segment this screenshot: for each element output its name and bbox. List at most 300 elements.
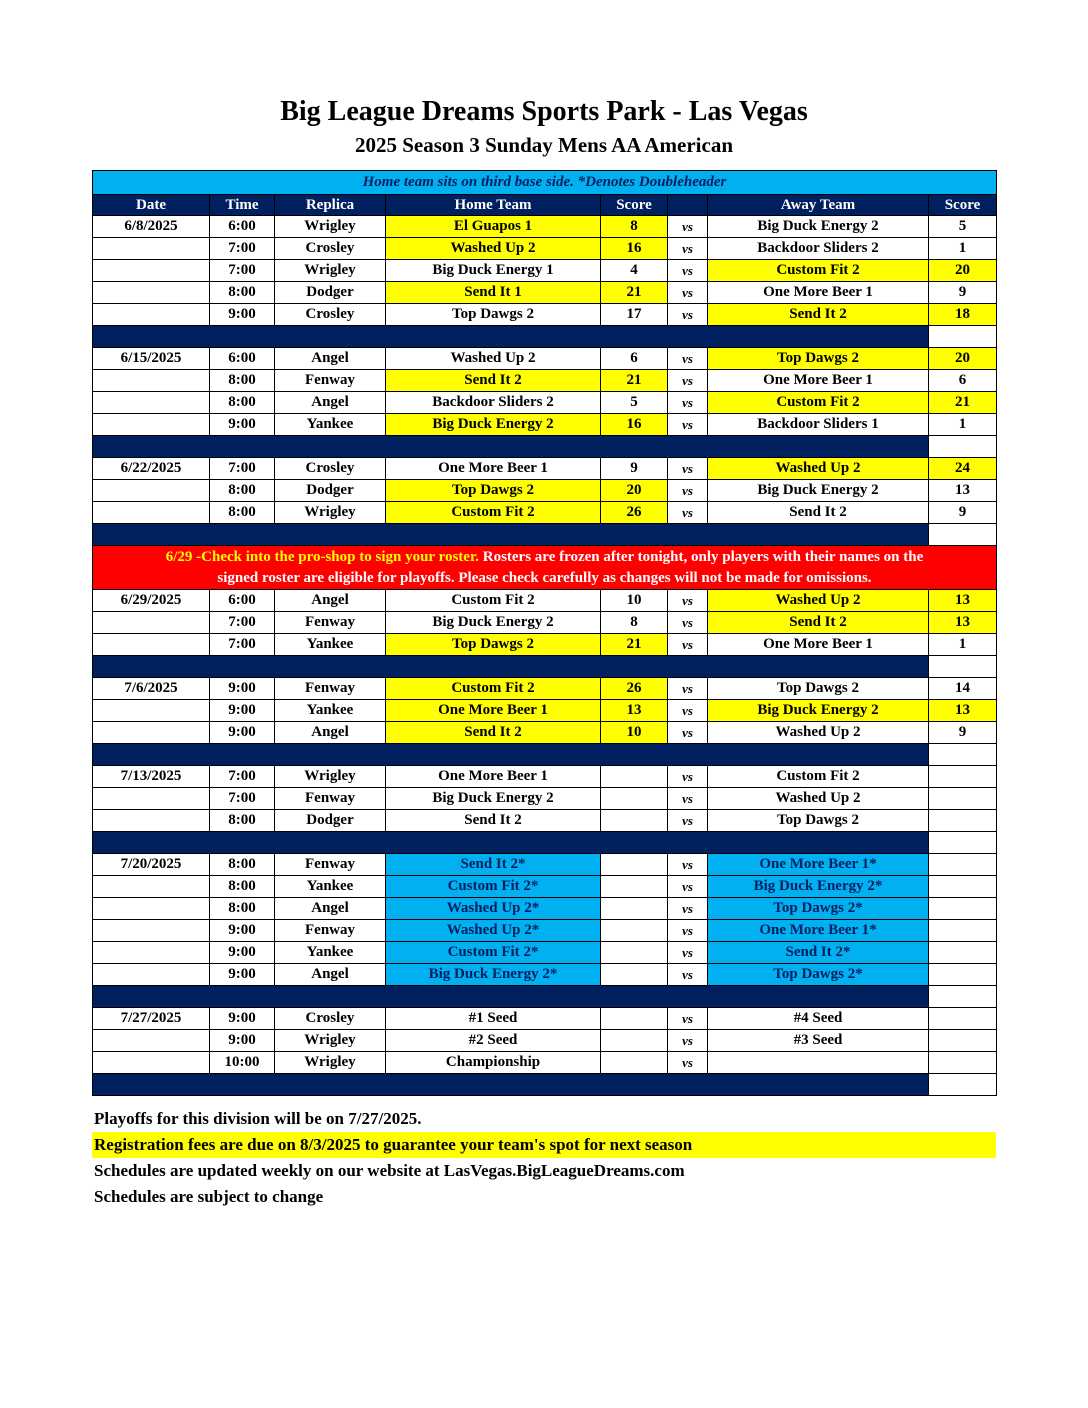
away-team-cell: Custom Fit 2	[708, 766, 929, 788]
game-date-cell	[93, 1030, 210, 1052]
game-row	[93, 502, 997, 524]
home-score-cell	[601, 876, 668, 898]
separator-end-cell	[929, 326, 997, 348]
game-time-cell: 8:00	[210, 392, 275, 414]
vs-cell: vs	[668, 876, 708, 898]
game-time-cell: 8:00	[210, 810, 275, 832]
vs-cell: vs	[668, 216, 708, 238]
home-team-cell: Washed Up 2	[386, 348, 601, 370]
vs-cell: vs	[668, 590, 708, 612]
vs-cell: vs	[668, 370, 708, 392]
game-replica-cell: Angel	[275, 348, 386, 370]
game-replica-cell: Fenway	[275, 854, 386, 876]
away-score-cell: 13	[929, 590, 997, 612]
home-score-cell	[601, 788, 668, 810]
home-score-cell: 16	[601, 238, 668, 260]
home-team-cell: Top Dawgs 2	[386, 480, 601, 502]
game-time-cell: 7:00	[210, 766, 275, 788]
home-score-cell: 21	[601, 282, 668, 304]
game-row	[93, 1030, 997, 1052]
footer-notes	[92, 1106, 996, 1210]
roster-notice	[93, 546, 997, 590]
schedule-body	[93, 216, 997, 1096]
away-team-cell: Washed Up 2	[708, 458, 929, 480]
game-replica-cell: Angel	[275, 392, 386, 414]
separator-end-cell	[929, 656, 997, 678]
separator-row	[93, 326, 997, 348]
home-team-cell: Big Duck Energy 2	[386, 414, 601, 436]
away-team-cell: One More Beer 1*	[708, 920, 929, 942]
away-score-cell	[929, 920, 997, 942]
away-score-cell: 5	[929, 216, 997, 238]
away-score-cell: 20	[929, 348, 997, 370]
game-replica-cell: Fenway	[275, 788, 386, 810]
registration-fees-note: Registration fees are due on 8/3/2025 to guarantee your team's spot for next season	[92, 1132, 996, 1158]
game-replica-cell: Angel	[275, 590, 386, 612]
away-team-cell: Top Dawgs 2*	[708, 898, 929, 920]
game-row	[93, 238, 997, 260]
game-time-cell: 7:00	[210, 260, 275, 282]
away-team-cell: Big Duck Energy 2	[708, 480, 929, 502]
vs-cell: vs	[668, 1008, 708, 1030]
away-team-cell: Washed Up 2	[708, 788, 929, 810]
game-replica-cell: Yankee	[275, 414, 386, 436]
away-score-cell: 9	[929, 722, 997, 744]
separator-bar	[93, 656, 929, 678]
header-time: Time	[210, 195, 275, 216]
game-replica-cell: Fenway	[275, 920, 386, 942]
vs-cell: vs	[668, 260, 708, 282]
home-score-cell: 10	[601, 590, 668, 612]
away-team-cell: One More Beer 1*	[708, 854, 929, 876]
vs-cell: vs	[668, 700, 708, 722]
separator-end-cell	[929, 832, 997, 854]
game-date-cell	[93, 964, 210, 986]
home-team-cell: One More Beer 1	[386, 766, 601, 788]
vs-cell: vs	[668, 920, 708, 942]
game-date-cell	[93, 876, 210, 898]
page-title: Big League Dreams Sports Park - Las Vegas	[280, 96, 808, 127]
website-note: Schedules are updated weekly on our website at LasVegas.BigLeagueDreams.com	[94, 1161, 685, 1180]
game-row	[93, 590, 997, 612]
game-time-cell: 7:00	[210, 634, 275, 656]
game-time-cell: 9:00	[210, 942, 275, 964]
game-row	[93, 810, 997, 832]
game-time-cell: 8:00	[210, 282, 275, 304]
home-score-cell: 9	[601, 458, 668, 480]
home-score-cell	[601, 964, 668, 986]
game-row	[93, 392, 997, 414]
away-team-cell: #4 Seed	[708, 1008, 929, 1030]
header-away-team: Away Team	[708, 195, 929, 216]
game-row	[93, 1052, 997, 1074]
game-time-cell: 9:00	[210, 414, 275, 436]
away-score-cell	[929, 964, 997, 986]
header-vs	[668, 195, 708, 216]
game-replica-cell: Angel	[275, 964, 386, 986]
home-team-cell: One More Beer 1	[386, 700, 601, 722]
game-date-cell: 7/20/2025	[93, 854, 210, 876]
away-score-cell: 9	[929, 282, 997, 304]
game-date-cell: 6/15/2025	[93, 348, 210, 370]
separator-row	[93, 1074, 997, 1096]
vs-cell: vs	[668, 678, 708, 700]
away-score-cell: 1	[929, 634, 997, 656]
game-time-cell: 8:00	[210, 876, 275, 898]
vs-cell: vs	[668, 282, 708, 304]
away-team-cell: #3 Seed	[708, 1030, 929, 1052]
separator-bar	[93, 436, 929, 458]
home-team-cell: Custom Fit 2*	[386, 876, 601, 898]
vs-cell: vs	[668, 964, 708, 986]
subject-to-change-note: Schedules are subject to change	[94, 1187, 324, 1206]
game-row	[93, 414, 997, 436]
game-replica-cell: Yankee	[275, 700, 386, 722]
game-date-cell	[93, 810, 210, 832]
vs-cell: vs	[668, 502, 708, 524]
away-score-cell: 6	[929, 370, 997, 392]
game-row	[93, 766, 997, 788]
away-score-cell: 13	[929, 700, 997, 722]
game-row	[93, 700, 997, 722]
game-row	[93, 480, 997, 502]
game-row	[93, 678, 997, 700]
playoffs-note: Playoffs for this division will be on 7/27/2025.	[94, 1109, 422, 1128]
game-date-cell	[93, 282, 210, 304]
game-date-cell	[93, 392, 210, 414]
away-score-cell	[929, 1008, 997, 1030]
away-team-cell: Top Dawgs 2*	[708, 964, 929, 986]
game-date-cell	[93, 700, 210, 722]
game-time-cell: 6:00	[210, 348, 275, 370]
away-team-cell: Big Duck Energy 2	[708, 700, 929, 722]
vs-cell: vs	[668, 722, 708, 744]
game-replica-cell: Dodger	[275, 480, 386, 502]
separator-row	[93, 656, 997, 678]
away-team-cell: Custom Fit 2	[708, 392, 929, 414]
home-score-cell: 13	[601, 700, 668, 722]
game-replica-cell: Crosley	[275, 238, 386, 260]
page-subtitle: 2025 Season 3 Sunday Mens AA American	[354, 133, 734, 157]
home-score-cell: 21	[601, 370, 668, 392]
home-score-cell: 6	[601, 348, 668, 370]
game-row	[93, 458, 997, 480]
away-score-cell	[929, 788, 997, 810]
header-replica: Replica	[275, 195, 386, 216]
home-team-note: Home team sits on third base side. *Denotes Doubleheader	[93, 171, 997, 195]
vs-cell: vs	[668, 612, 708, 634]
home-score-cell: 10	[601, 722, 668, 744]
game-date-cell: 6/29/2025	[93, 590, 210, 612]
game-replica-cell: Wrigley	[275, 1030, 386, 1052]
game-date-cell	[93, 304, 210, 326]
away-score-cell: 21	[929, 392, 997, 414]
game-time-cell: 9:00	[210, 964, 275, 986]
roster-notice-highlight: 6/29 -Check into the pro-shop to sign your roster.	[165, 548, 479, 565]
separator-row	[93, 436, 997, 458]
away-team-cell: Backdoor Sliders 1	[708, 414, 929, 436]
game-row	[93, 854, 997, 876]
separator-bar	[93, 832, 929, 854]
game-row	[93, 1008, 997, 1030]
away-score-cell: 1	[929, 238, 997, 260]
game-row	[93, 370, 997, 392]
away-team-cell: Send It 2*	[708, 942, 929, 964]
away-team-cell: Send It 2	[708, 612, 929, 634]
away-team-cell: Big Duck Energy 2	[708, 216, 929, 238]
game-row	[93, 920, 997, 942]
game-replica-cell: Fenway	[275, 612, 386, 634]
game-replica-cell: Angel	[275, 898, 386, 920]
vs-cell: vs	[668, 854, 708, 876]
game-time-cell: 6:00	[210, 590, 275, 612]
away-team-cell: Backdoor Sliders 2	[708, 238, 929, 260]
game-row	[93, 634, 997, 656]
vs-cell: vs	[668, 1030, 708, 1052]
away-team-cell: Big Duck Energy 2*	[708, 876, 929, 898]
game-row	[93, 282, 997, 304]
away-team-cell: Custom Fit 2	[708, 260, 929, 282]
home-team-cell: Custom Fit 2*	[386, 942, 601, 964]
away-team-cell: Washed Up 2	[708, 722, 929, 744]
home-score-cell: 21	[601, 634, 668, 656]
home-team-cell: Top Dawgs 2	[386, 634, 601, 656]
separator-row	[93, 524, 997, 546]
home-team-cell: Washed Up 2	[386, 238, 601, 260]
away-team-cell: Top Dawgs 2	[708, 348, 929, 370]
game-row	[93, 304, 997, 326]
home-team-cell: Top Dawgs 2	[386, 304, 601, 326]
home-score-cell: 17	[601, 304, 668, 326]
home-score-cell	[601, 1030, 668, 1052]
away-score-cell	[929, 1052, 997, 1074]
separator-bar	[93, 1074, 929, 1096]
home-team-cell: #1 Seed	[386, 1008, 601, 1030]
away-score-cell	[929, 854, 997, 876]
game-time-cell: 9:00	[210, 920, 275, 942]
header-date: Date	[93, 195, 210, 216]
game-time-cell: 8:00	[210, 370, 275, 392]
game-date-cell	[93, 414, 210, 436]
vs-cell: vs	[668, 898, 708, 920]
game-replica-cell: Dodger	[275, 810, 386, 832]
game-replica-cell: Wrigley	[275, 766, 386, 788]
home-score-cell: 26	[601, 502, 668, 524]
game-replica-cell: Angel	[275, 722, 386, 744]
separator-end-cell	[929, 986, 997, 1008]
away-team-cell: Send It 2	[708, 502, 929, 524]
game-time-cell: 8:00	[210, 502, 275, 524]
separator-end-cell	[929, 744, 997, 766]
home-team-cell: Big Duck Energy 2	[386, 788, 601, 810]
game-time-cell: 8:00	[210, 480, 275, 502]
home-team-cell: Washed Up 2*	[386, 920, 601, 942]
away-score-cell: 13	[929, 612, 997, 634]
header-home-team: Home Team	[386, 195, 601, 216]
away-team-cell: One More Beer 1	[708, 282, 929, 304]
game-replica-cell: Wrigley	[275, 260, 386, 282]
home-team-cell: Send It 2*	[386, 854, 601, 876]
home-team-cell: Big Duck Energy 2	[386, 612, 601, 634]
home-team-cell: Send It 2	[386, 722, 601, 744]
game-date-cell	[93, 920, 210, 942]
vs-cell: vs	[668, 238, 708, 260]
home-team-cell: One More Beer 1	[386, 458, 601, 480]
away-score-cell	[929, 942, 997, 964]
game-replica-cell: Yankee	[275, 942, 386, 964]
home-score-cell: 8	[601, 612, 668, 634]
away-score-cell: 13	[929, 480, 997, 502]
vs-cell: vs	[668, 766, 708, 788]
table-header-row	[93, 195, 997, 216]
game-date-cell	[93, 238, 210, 260]
away-score-cell: 18	[929, 304, 997, 326]
roster-notice-line1: Rosters are frozen after tonight, only players with their names on the	[478, 548, 924, 565]
away-score-cell	[929, 1030, 997, 1052]
game-row	[93, 898, 997, 920]
vs-cell: vs	[668, 392, 708, 414]
home-score-cell	[601, 810, 668, 832]
game-replica-cell: Crosley	[275, 304, 386, 326]
game-row	[93, 260, 997, 282]
game-date-cell: 6/22/2025	[93, 458, 210, 480]
home-team-cell: Send It 2	[386, 370, 601, 392]
separator-bar	[93, 986, 929, 1008]
game-row	[93, 876, 997, 898]
away-team-cell	[708, 1052, 929, 1074]
away-score-cell	[929, 876, 997, 898]
vs-cell: vs	[668, 414, 708, 436]
away-score-cell: 9	[929, 502, 997, 524]
game-time-cell: 7:00	[210, 612, 275, 634]
home-team-cell: Custom Fit 2	[386, 590, 601, 612]
game-date-cell	[93, 1052, 210, 1074]
header-home-score: Score	[601, 195, 668, 216]
away-team-cell: Top Dawgs 2	[708, 810, 929, 832]
game-row	[93, 722, 997, 744]
away-team-cell: One More Beer 1	[708, 634, 929, 656]
game-date-cell	[93, 722, 210, 744]
home-team-cell: Championship	[386, 1052, 601, 1074]
home-score-cell: 16	[601, 414, 668, 436]
separator-row	[93, 986, 997, 1008]
game-time-cell: 8:00	[210, 898, 275, 920]
game-date-cell: 7/6/2025	[93, 678, 210, 700]
home-score-cell: 5	[601, 392, 668, 414]
home-score-cell	[601, 942, 668, 964]
vs-cell: vs	[668, 1052, 708, 1074]
game-replica-cell: Crosley	[275, 458, 386, 480]
separator-bar	[93, 524, 929, 546]
home-team-cell: Custom Fit 2	[386, 502, 601, 524]
game-date-cell	[93, 788, 210, 810]
game-time-cell: 9:00	[210, 700, 275, 722]
game-row	[93, 216, 997, 238]
game-date-cell	[93, 480, 210, 502]
game-time-cell: 9:00	[210, 678, 275, 700]
home-score-cell: 4	[601, 260, 668, 282]
home-team-cell: Backdoor Sliders 2	[386, 392, 601, 414]
away-score-cell: 1	[929, 414, 997, 436]
schedule-table	[92, 170, 997, 1096]
game-time-cell: 8:00	[210, 854, 275, 876]
game-date-cell: 6/8/2025	[93, 216, 210, 238]
game-date-cell: 7/27/2025	[93, 1008, 210, 1030]
separator-bar	[93, 744, 929, 766]
separator-end-cell	[929, 436, 997, 458]
game-date-cell	[93, 942, 210, 964]
game-time-cell: 6:00	[210, 216, 275, 238]
separator-end-cell	[929, 1074, 997, 1096]
game-replica-cell: Dodger	[275, 282, 386, 304]
game-replica-cell: Crosley	[275, 1008, 386, 1030]
home-team-cell: Custom Fit 2	[386, 678, 601, 700]
game-time-cell: 7:00	[210, 238, 275, 260]
away-score-cell	[929, 766, 997, 788]
home-team-cell: Big Duck Energy 2*	[386, 964, 601, 986]
game-row	[93, 788, 997, 810]
home-score-cell	[601, 766, 668, 788]
away-score-cell	[929, 898, 997, 920]
home-team-cell: Big Duck Energy 1	[386, 260, 601, 282]
game-date-cell	[93, 898, 210, 920]
game-replica-cell: Wrigley	[275, 216, 386, 238]
game-time-cell: 9:00	[210, 1008, 275, 1030]
home-score-cell	[601, 898, 668, 920]
game-row	[93, 348, 997, 370]
home-score-cell	[601, 1008, 668, 1030]
home-team-cell: Send It 2	[386, 810, 601, 832]
game-time-cell: 9:00	[210, 722, 275, 744]
game-time-cell: 7:00	[210, 458, 275, 480]
game-replica-cell: Yankee	[275, 634, 386, 656]
vs-cell: vs	[668, 458, 708, 480]
game-row	[93, 942, 997, 964]
game-time-cell: 9:00	[210, 304, 275, 326]
away-team-cell: Send It 2	[708, 304, 929, 326]
home-score-cell: 26	[601, 678, 668, 700]
game-replica-cell: Wrigley	[275, 1052, 386, 1074]
separator-bar	[93, 326, 929, 348]
game-row	[93, 612, 997, 634]
separator-row	[93, 744, 997, 766]
home-score-cell	[601, 1052, 668, 1074]
game-replica-cell: Fenway	[275, 370, 386, 392]
game-date-cell	[93, 260, 210, 282]
game-row	[93, 964, 997, 986]
home-team-cell: #2 Seed	[386, 1030, 601, 1052]
game-time-cell: 9:00	[210, 1030, 275, 1052]
game-date-cell	[93, 634, 210, 656]
game-replica-cell: Fenway	[275, 678, 386, 700]
vs-cell: vs	[668, 788, 708, 810]
away-team-cell: Top Dawgs 2	[708, 678, 929, 700]
separator-end-cell	[929, 524, 997, 546]
game-date-cell	[93, 612, 210, 634]
away-score-cell: 20	[929, 260, 997, 282]
vs-cell: vs	[668, 348, 708, 370]
home-team-cell: El Guapos 1	[386, 216, 601, 238]
vs-cell: vs	[668, 480, 708, 502]
game-time-cell: 10:00	[210, 1052, 275, 1074]
game-date-cell	[93, 502, 210, 524]
header-away-score: Score	[929, 195, 997, 216]
game-date-cell: 7/13/2025	[93, 766, 210, 788]
home-team-cell: Washed Up 2*	[386, 898, 601, 920]
banner-row	[93, 171, 997, 195]
game-date-cell	[93, 370, 210, 392]
game-replica-cell: Yankee	[275, 876, 386, 898]
